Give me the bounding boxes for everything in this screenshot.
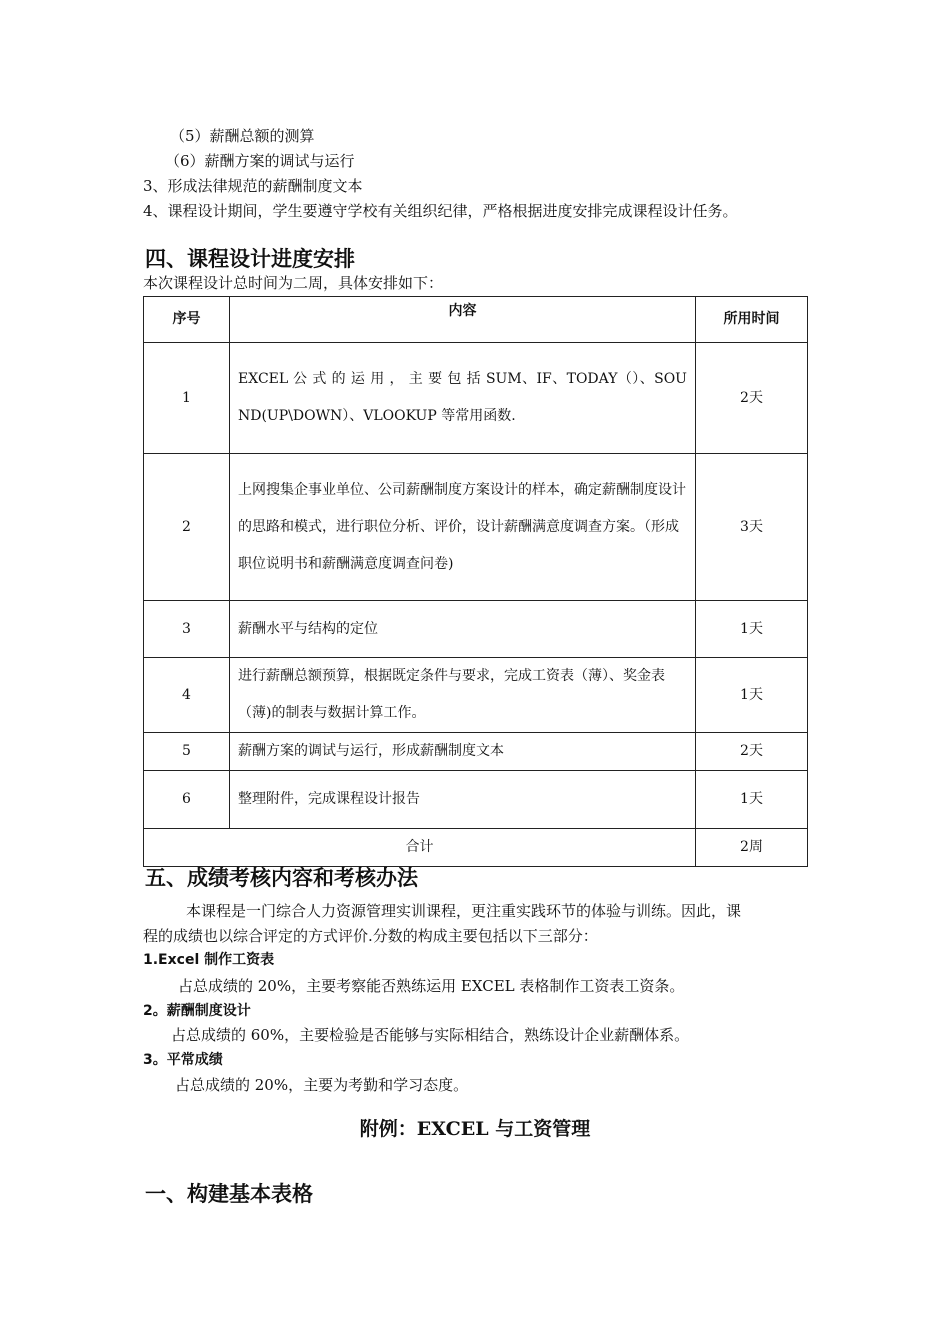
total-value: 2周 [696,829,808,867]
row-duration: 2天 [696,733,808,771]
section-5-heading: 五、成绩考核内容和考核办法 [145,866,418,890]
table-row [144,771,808,829]
row-duration: 1天 [696,658,808,733]
row-content: 整理附件，完成课程设计报告 [230,771,696,829]
table-row [144,454,808,601]
row-number: 5 [144,733,230,771]
row-duration: 2天 [696,343,808,454]
grading-item-1-text: 占总成绩的 20%，主要考察能否熟练运用 EXCEL 表格制作工资表工资条。 [178,977,685,995]
row-content: 薪酬方案的调试与运行，形成薪酬制度文本 [230,733,696,771]
row-content: 薪酬水平与结构的定位 [230,601,696,658]
table-row [144,343,808,454]
header-content: 内容 [230,297,696,343]
row-content: EXCEL 公 式 的 运 用 ， 主 要 包 括 SUM、IF、TODAY（）、SOUND(UP\DOWN）、VLOOKUP 等常用函数. [230,343,696,454]
table-header-row [144,297,808,343]
row-content: 进行薪酬总额预算，根据既定条件与要求，完成工资表（薄）、奖金表（薄)的制表与数据计算工作。 [230,658,696,733]
row-number: 6 [144,771,230,829]
row-duration: 3天 [696,454,808,601]
intro-line-3: 3、形成法律规范的薪酬制度文本 [143,177,363,195]
section-5-para-line-1: 本课程是一门综合人力资源管理实训课程，更注重实践环节的体验与训练。因此，课 [186,902,742,920]
table-total-row [144,829,808,867]
row-duration: 1天 [696,601,808,658]
section-4-heading: 四、课程设计进度安排 [145,247,355,271]
grading-item-3-title: 3。平常成绩 [143,1052,223,1068]
section-5-para-line-2: 程的成绩也以综合评定的方式评价.分数的构成主要包括以下三部分： [143,927,598,945]
header-duration: 所用时间 [696,297,808,343]
grading-item-2-title: 2。薪酬制度设计 [143,1003,251,1019]
appendix-section-1-heading: 一、构建基本表格 [145,1182,313,1206]
intro-line-2: （6）薪酬方案的调试与运行 [165,152,355,170]
section-4-intro: 本次课程设计总时间为二周，具体安排如下： [143,274,444,292]
total-label: 合计 [144,829,696,867]
grading-item-3-text: 占总成绩的 20%，主要为考勤和学习态度。 [175,1076,469,1094]
grading-item-2-text: 占总成绩的 60%，主要检验是否能够与实际相结合，熟练设计企业薪酬体系。 [171,1026,690,1044]
intro-line-1: （5）薪酬总额的测算 [170,127,315,145]
row-number: 4 [144,658,230,733]
intro-line-4: 4、课程设计期间，学生要遵守学校有关组织纪律，严格根据进度安排完成课程设计任务。 [143,202,738,220]
row-number: 1 [144,343,230,454]
header-no: 序号 [144,297,230,343]
appendix-title: 附例：EXCEL 与工资管理 [359,1118,591,1140]
grading-item-1-title: 1.Excel 制作工资表 [143,952,275,968]
row-content: 上网搜集企事业单位、公司薪酬制度方案设计的样本，确定薪酬制度设计的思路和模式，进行职位分析、评价，设计薪酬满意度调查方案。（形成职位说明书和薪酬满意度调查问卷) [230,454,696,601]
table-row [144,733,808,771]
row-number: 3 [144,601,230,658]
table-row [144,658,808,733]
row-duration: 1天 [696,771,808,829]
table-row [144,601,808,658]
row-number: 2 [144,454,230,601]
schedule-table [143,296,808,867]
